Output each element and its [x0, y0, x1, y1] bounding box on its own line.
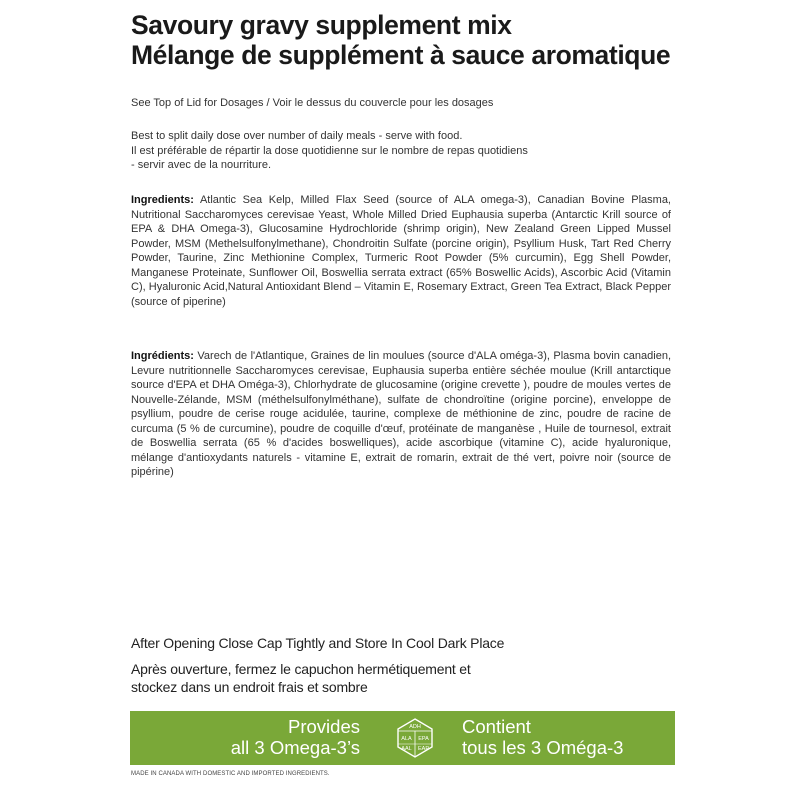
dosage-note: See Top of Lid for Dosages / Voir le dessus du couvercle pour les dosages [131, 97, 494, 109]
omega-icon-epa: EPA [418, 736, 429, 742]
title-french: Mélange de supplément à sauce aromatique [131, 40, 671, 70]
page-title [131, 10, 781, 70]
omega-banner-french [462, 716, 672, 758]
storage-fr-line-1: Après ouverture, fermez le capuchon hermétiquement et [131, 661, 471, 677]
omega-banner-english [130, 716, 360, 758]
title-english: Savoury gravy supplement mix [131, 10, 512, 40]
storage-fr-line-2: stockez dans un endroit frais et sombre [131, 679, 368, 695]
ingredients-text-en: Atlantic Sea Kelp, Milled Flax Seed (source of ALA omega-3), Canadian Bovine Plasma, Nutritional Saccharomyces cerevisae Yeast, Whole Milled Dried Euphausia superba (Antarctic Krill source of EPA & DHA Omega-3), Glucosamine Hydrochloride (shrimp origin), New Zealand Green Lipped Mussel Powder, MSM (Methelsulfonylmethane), Chondroitin Sulfate (porcine origin), Psyllium Husk, Tart Red Cherry Powder, Taurine, Zinc Methionine Complex, Turmeric Root Powder (5% curcumin), Egg Shell Powder, Manganese Proteinate, Sunflower Oil, Boswellia serrata extract (65% Boswellic Acids), Ascorbic Acid (Vitamin C), Hyaluronic Acid,Natural Antioxidant Blend – Vitamin E, Rosemary Extract, Green Tea Extract, Black Pepper (source of piperine) [131, 194, 671, 308]
storage-instructions-fr [131, 660, 471, 696]
ingredients-french [131, 349, 671, 480]
ingredients-label-en: Ingredients: [131, 194, 194, 206]
omega-hexagon-icon [395, 718, 435, 758]
ingredients-label-fr: Ingrédients: [131, 350, 194, 362]
serving-instructions-fr-2: - servir avec de la nourriture. [131, 159, 271, 171]
made-in-canada-note: MADE IN CANADA WITH DOMESTIC AND IMPORTED INGREDIENTS. [131, 771, 330, 777]
omega-icon-eap: EAP [417, 746, 430, 752]
omega-icon-ala: ALA [401, 736, 412, 742]
ingredients-english [131, 193, 671, 309]
banner-fr-line-2: tous les 3 Oméga-3 [462, 737, 624, 758]
storage-instructions-en: After Opening Close Cap Tightly and Store In Cool Dark Place [131, 635, 505, 651]
serving-instructions-fr-1: Il est préférable de répartir la dose quotidienne sur le nombre de repas quotidiens [131, 144, 528, 157]
banner-fr-line-1: Contient [462, 716, 531, 737]
omega-icon-adh: ADH [409, 724, 421, 730]
omega-icon-aal: AAL [401, 746, 412, 752]
omega-banner [130, 711, 675, 765]
ingredients-text-fr: Varech de l'Atlantique, Graines de lin moulues (source d'ALA oméga-3), Plasma bovin canadien, Levure nutritionnelle Saccharomyces cerevisae, Euphausia superba entière séchée moulue (Krill antarctique source d'EPA et DHA Oméga-3), Chlorhydrate de glucosamine (origine crevette ), poudre de moules vertes de Nouvelle-Zélande, MSM (méthelsulfonylméthane), sulfate de chondroïtine (origine porcine), enveloppe de psyllium, poudre de cerise rouge acidulée, taurine, complexe de méthionine de zinc, poudre de racine de curcuma (5 % de curcumine), poudre de coquille d'œuf, protéinate de manganèse , Huile de tournesol, extrait de Boswellia serrata (65 % d'acides boswelliques), acide ascorbique (vitamine C), acide hyaluronique, mélange d'antioxydants naturels - vitamine E, extrait de romarin, extrait de thé vert, poivre noir (source de pipérine) [131, 350, 671, 478]
banner-en-line-1: Provides [288, 716, 360, 737]
serving-instructions-en: Best to split daily dose over number of daily meals - serve with food. [131, 130, 463, 142]
serving-instructions [131, 129, 671, 173]
banner-en-line-2: all 3 Omega-3’s [230, 737, 360, 758]
